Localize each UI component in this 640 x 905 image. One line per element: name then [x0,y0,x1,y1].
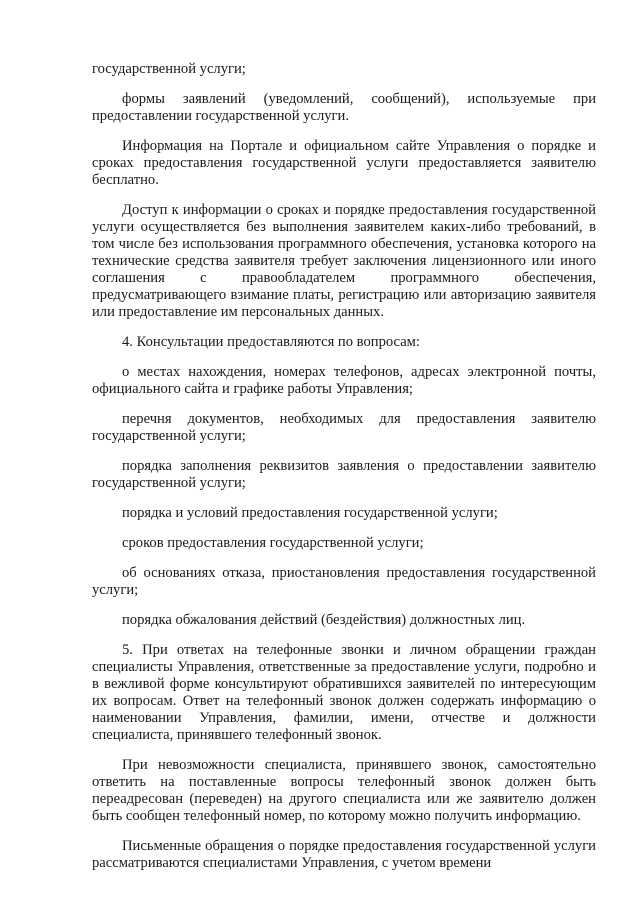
paragraph: порядка обжалования действий (бездействия) должностных лиц. [122,612,526,628]
paragraph: перечня документов, необходимых для предоставления заявителю государственной услуги; [92,411,596,444]
paragraph: сроков предоставления государственной услуги; [122,535,424,551]
paragraph: Письменные обращения о порядке предоставления государственной услуги рассматриваются специалистами Управления, с учетом времени [92,838,596,871]
paragraph-section-heading: 4. Консультации предоставляются по вопросам: [122,334,420,350]
paragraph-continuation: государственной услуги; [92,61,246,77]
paragraph: о местах нахождения, номерах телефонов, адресах электронной почты, официального сайта и графике работы Управления; [92,364,596,397]
paragraph: порядка и условий предоставления государственной услуги; [122,505,498,521]
paragraph: об основаниях отказа, приостановления предоставления государственной услуги; [92,565,596,598]
paragraph: Доступ к информации о сроках и порядке предоставления государственной услуги осуществляется без выполнения заявителем каких-либо требований, в том числе без использования программного обеспечения, установка которого на технические средства заявителя требует заключения лицензионного или иного соглашения с правообладателем программного обеспечения, предусматривающего взимание платы, регистрацию или авторизацию заявителя или предоставление им персональных данных. [92,202,596,320]
paragraph: Информация на Портале и официальном сайте Управления о порядке и сроках предоставления государственной услуги предоставляется заявителю бесплатно. [92,138,596,188]
document-body [92,61,596,885]
paragraph: порядка заполнения реквизитов заявления о предоставлении заявителю государственной услуги; [92,458,596,491]
paragraph: При невозможности специалиста, принявшего звонок, самостоятельно ответить на поставленные вопросы телефонный звонок должен быть переадресован (переведен) на другого специалиста или же заявителю должен быть сообщен телефонный номер, по которому можно получить информацию. [92,757,596,824]
paragraph: 5. При ответах на телефонные звонки и личном обращении граждан специалисты Управления, ответственные за предоставление услуги, подробно и в вежливой форме консультируют обратившихся заявителей по интересующим их вопросам. Ответ на телефонный звонок должен содержать информацию о наименовании Управления, фамилии, имени, отчестве и должности специалиста, принявшего телефонный звонок. [92,642,596,743]
paragraph: формы заявлений (уведомлений, сообщений), используемые при предоставлении государственной услуги. [92,91,596,124]
